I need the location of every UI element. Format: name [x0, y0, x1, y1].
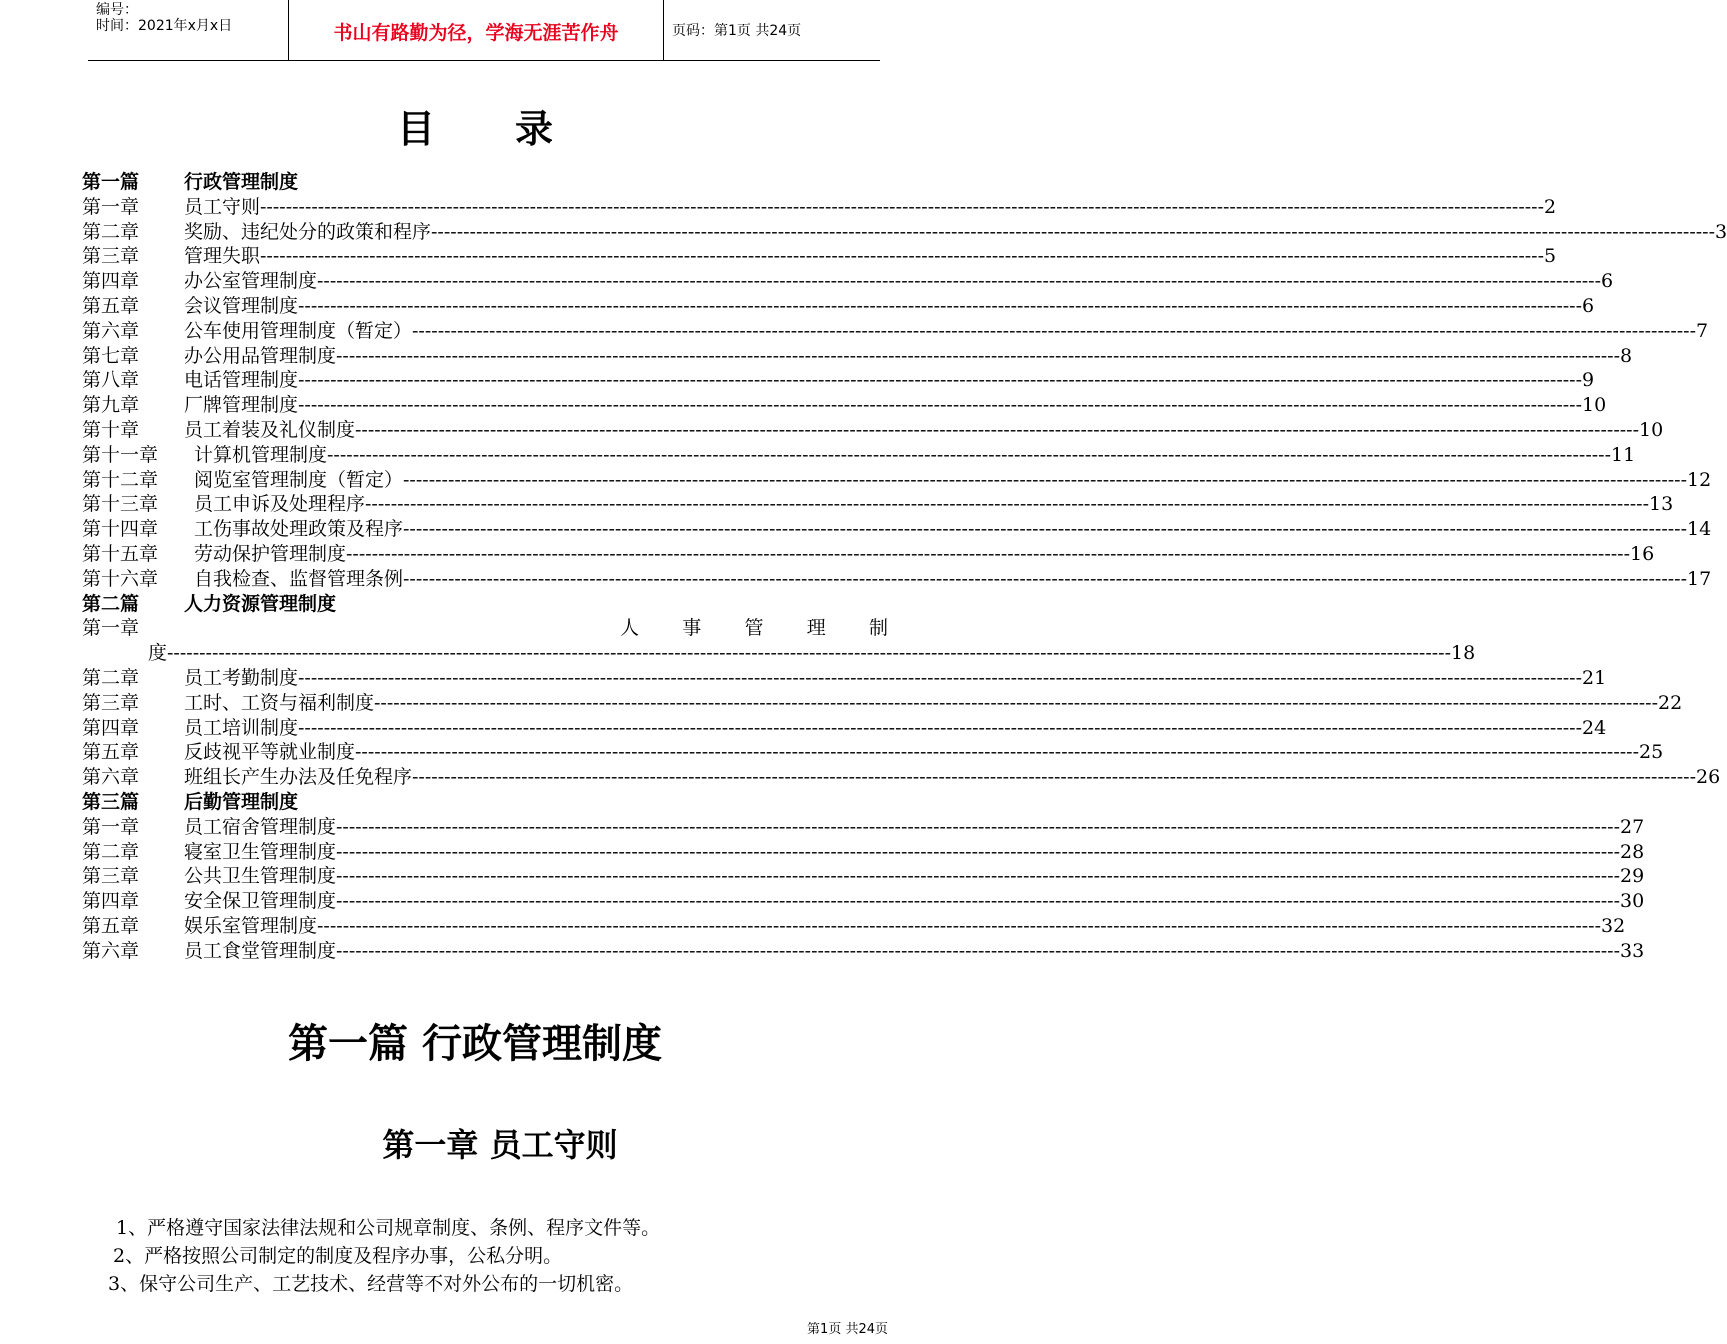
toc-page-number: 21 [1582, 666, 1607, 689]
toc-title-char: 理 [806, 617, 826, 640]
toc-part-number: 第二篇 [82, 592, 140, 615]
toc-chapter-row [82, 939, 1645, 964]
toc-chapter-row [82, 294, 1595, 319]
toc-page-number: 14 [1687, 518, 1712, 541]
toc-page-number: 28 [1620, 840, 1645, 863]
toc-chapter-title [620, 616, 888, 641]
toc-leader-dashes: -------------------------------------------------------------------------------------------------------------------------------------------------------------------------------------------------------- [403, 468, 1687, 491]
toc-chapter-title: 寝室卫生管理制度 [184, 840, 337, 863]
toc-chapter-row [82, 393, 1607, 418]
toc-chapter-title: 员工守则 [184, 195, 261, 218]
toc-title [0, 98, 950, 153]
header-divider [663, 0, 664, 60]
toc-page-number: 27 [1620, 815, 1645, 838]
toc-page-number: 9 [1582, 369, 1595, 392]
toc-chapter-number: 第十二章 [82, 468, 159, 491]
toc-page-number: 18 [1451, 642, 1476, 665]
toc-chapter-row [82, 666, 1607, 691]
toc-leader-dashes: -------------------------------------------------------------------------------------------------------------------------------------------------------------------------------------------------------- [336, 939, 1620, 962]
page-footer: 第1页 共24页 [807, 1322, 888, 1337]
toc-page-number: 17 [1687, 567, 1712, 590]
toc-chapter-row [82, 815, 1645, 840]
toc-chapter-title: 工伤事故处理政策及程序 [194, 518, 404, 541]
toc-chapter-number: 第四章 [82, 890, 140, 913]
toc-leader-dashes: -------------------------------------------------------------------------------------------------------------------------------------------------------------------------------------------------------- [374, 691, 1658, 714]
toc-title-char: 制 [868, 617, 888, 640]
toc-leader-dashes: -------------------------------------------------------------------------------------------------------------------------------------------------------------------------------------------------------- [298, 716, 1582, 739]
toc-chapter-row [82, 864, 1645, 889]
toc-page-number: 3 [1715, 220, 1727, 243]
toc-chapter-number: 第六章 [82, 766, 140, 789]
toc-chapter-title: 班组长产生办法及任免程序 [184, 766, 413, 789]
toc-title-char: 度 [148, 642, 168, 665]
toc-page-number: 5 [1544, 245, 1557, 268]
header-meta [96, 2, 232, 34]
toc-chapter-row [82, 840, 1645, 865]
toc-chapter-number: 第三章 [82, 691, 140, 714]
toc-leader-dashes: -------------------------------------------------------------------------------------------------------------------------------------------------------------------------------------------------------- [403, 567, 1687, 590]
toc-chapter-row [82, 269, 1614, 294]
toc-leader-dashes: -------------------------------------------------------------------------------------------------------------------------------------------------------------------------------------------------------- [336, 815, 1620, 838]
toc-chapter-title: 反歧视平等就业制度 [184, 741, 356, 764]
toc-chapter-title: 阅览室管理制度（暂定） [194, 468, 404, 491]
toc-page-number: 6 [1601, 270, 1614, 293]
toc-chapter-title: 员工申诉及处理程序 [194, 493, 366, 516]
toc-page-number: 11 [1611, 443, 1636, 466]
toc-chapter-number: 第八章 [82, 369, 140, 392]
toc-leader-dashes: -------------------------------------------------------------------------------------------------------------------------------------------------------------------------------------------------------- [346, 542, 1630, 565]
toc-page-number: 7 [1696, 319, 1709, 342]
toc-chapter-row [82, 195, 1557, 220]
toc-page-number: 10 [1582, 394, 1607, 417]
toc-title-char: 人 [620, 617, 640, 640]
toc-page-number: 24 [1582, 716, 1607, 739]
toc-leader-dashes: -------------------------------------------------------------------------------------------------------------------------------------------------------------------------------------------------------- [298, 294, 1582, 317]
toc-chapter-title: 计算机管理制度 [194, 443, 328, 466]
toc-leader-dashes: -------------------------------------------------------------------------------------------------------------------------------------------------------------------------------------------------------- [317, 270, 1601, 293]
part-title: 第一篇 行政管理制度 [288, 1021, 662, 1067]
toc-leader-dashes: -------------------------------------------------------------------------------------------------------------------------------------------------------------------------------------------------------- [336, 840, 1620, 863]
toc-leader-dashes: -------------------------------------------------------------------------------------------------------------------------------------------------------------------------------------------------------- [431, 220, 1715, 243]
chapter-title: 第一章 员工守则 [382, 1126, 618, 1164]
toc-chapter-title: 娱乐室管理制度 [184, 914, 318, 937]
toc-part-row [82, 170, 888, 195]
toc-chapter-row [82, 616, 888, 641]
toc-page-number: 32 [1601, 914, 1626, 937]
toc-page-number: 26 [1696, 766, 1721, 789]
toc-chapter-title: 劳动保护管理制度 [194, 542, 347, 565]
toc-leader-dashes: -------------------------------------------------------------------------------------------------------------------------------------------------------------------------------------------------------- [336, 344, 1620, 367]
toc-page-number: 6 [1582, 294, 1595, 317]
toc-part-title: 行政管理制度 [184, 171, 299, 193]
toc-leader-dashes: -------------------------------------------------------------------------------------------------------------------------------------------------------------------------------------------------------- [412, 319, 1696, 342]
toc-chapter-row [82, 567, 1712, 592]
toc-part-number: 第一篇 [82, 171, 140, 193]
toc-chapter-number: 第一章 [82, 617, 140, 640]
header-motto: 书山有路勤为径，学海无涯苦作舟 [333, 22, 619, 44]
toc-chapter-row [82, 220, 1727, 245]
toc-chapter-title: 会议管理制度 [184, 294, 299, 317]
toc-chapter-number: 第五章 [82, 741, 140, 764]
toc-chapter-row [82, 368, 1595, 393]
toc-leader-dashes: -------------------------------------------------------------------------------------------------------------------------------------------------------------------------------------------------------- [365, 493, 1649, 516]
toc-chapter-row [82, 344, 1633, 369]
toc-chapter-title: 员工着装及礼仪制度 [184, 418, 356, 441]
toc-part-row [82, 592, 888, 617]
toc-chapter-number: 第七章 [82, 344, 140, 367]
toc-title-char: 录 [515, 106, 554, 151]
toc-leader-dashes: -------------------------------------------------------------------------------------------------------------------------------------------------------------------------------------------------------- [336, 890, 1620, 913]
toc-chapter-number: 第十四章 [82, 518, 159, 541]
toc-chapter-title: 员工宿舍管理制度 [184, 815, 337, 838]
rules-list [108, 1214, 660, 1298]
toc-part-title: 人力资源管理制度 [184, 592, 337, 615]
rule-item: 2、严格按照公司制定的制度及程序办事，公私分明。 [113, 1245, 563, 1267]
toc-chapter-number: 第三章 [82, 245, 140, 268]
toc-chapter-title: 员工考勤制度 [184, 666, 299, 689]
toc-part-row [82, 790, 888, 815]
toc-chapter-number: 第六章 [82, 939, 140, 962]
toc-chapter-row [82, 765, 1721, 790]
toc-chapter-title: 安全保卫管理制度 [184, 890, 337, 913]
toc-chapter-number: 第九章 [82, 394, 140, 417]
toc-chapter-number: 第五章 [82, 914, 140, 937]
toc-chapter-row [82, 418, 1664, 443]
toc-leader-dashes: -------------------------------------------------------------------------------------------------------------------------------------------------------------------------------------------------------- [260, 245, 1544, 268]
toc-chapter-title: 自我检查、监督管理条例 [194, 567, 404, 590]
toc-chapter-title: 工时、工资与福利制度 [184, 691, 375, 714]
toc-chapter-title: 厂牌管理制度 [184, 394, 299, 417]
toc-chapter-number: 第十六章 [82, 567, 159, 590]
toc-leader-dashes: -------------------------------------------------------------------------------------------------------------------------------------------------------------------------------------------------------- [403, 518, 1687, 541]
rule-item: 1、严格遵守国家法律法规和公司规章制度、条例、程序文件等。 [116, 1217, 661, 1239]
toc-chapter-title: 奖励、违纪处分的政策和程序 [184, 220, 432, 243]
toc-leader-dashes: -------------------------------------------------------------------------------------------------------------------------------------------------------------------------------------------------------- [355, 741, 1639, 764]
toc-chapter-row [82, 517, 1712, 542]
toc-chapter-title: 办公室管理制度 [184, 270, 318, 293]
toc-chapter-number: 第一章 [82, 195, 140, 218]
toc-chapter-number: 第二章 [82, 220, 140, 243]
toc-page-number: 29 [1620, 865, 1645, 888]
toc-page-number: 33 [1620, 939, 1645, 962]
toc-chapter-number: 第五章 [82, 294, 140, 317]
toc-chapter-number: 第一章 [82, 815, 140, 838]
toc-leader-dashes: -------------------------------------------------------------------------------------------------------------------------------------------------------------------------------------------------------- [412, 766, 1696, 789]
toc-chapter-title: 公共卫生管理制度 [184, 865, 337, 888]
toc-chapter-number: 第三章 [82, 865, 140, 888]
toc-chapter-title: 员工培训制度 [184, 716, 299, 739]
table-of-contents [82, 170, 1727, 964]
toc-chapter-row [82, 492, 1674, 517]
toc-leader-dashes: -------------------------------------------------------------------------------------------------------------------------------------------------------------------------------------------------------- [298, 666, 1582, 689]
toc-chapter-number: 第十三章 [82, 493, 159, 516]
toc-leader-dashes: -------------------------------------------------------------------------------------------------------------------------------------------------------------------------------------------------------- [260, 195, 1544, 218]
toc-chapter-number: 第四章 [82, 270, 140, 293]
toc-page-number: 10 [1639, 418, 1664, 441]
toc-page-number: 12 [1687, 468, 1712, 491]
toc-title-char: 管 [744, 617, 764, 640]
toc-page-number: 30 [1620, 890, 1645, 913]
toc-leader-dashes: -------------------------------------------------------------------------------------------------------------------------------------------------------------------------------------------------------- [336, 865, 1620, 888]
toc-chapter-row-continued [82, 641, 1476, 666]
toc-leader-dashes: -------------------------------------------------------------------------------------------------------------------------------------------------------------------------------------------------------- [298, 369, 1582, 392]
toc-chapter-number: 第十五章 [82, 542, 159, 565]
toc-chapter-number: 第二章 [82, 666, 140, 689]
rule-item: 3、保守公司生产、工艺技术、经营等不对外公布的一切机密。 [108, 1273, 634, 1295]
toc-leader-dashes: -------------------------------------------------------------------------------------------------------------------------------------------------------------------------------------------------------- [317, 914, 1601, 937]
toc-chapter-row [82, 443, 1636, 468]
toc-chapter-row [82, 889, 1645, 914]
toc-page-number: 25 [1639, 741, 1664, 764]
toc-chapter-title: 电话管理制度 [184, 369, 299, 392]
toc-chapter-row [82, 244, 1557, 269]
toc-chapter-number: 第四章 [82, 716, 140, 739]
time-label: 时间：2021年x月x日 [96, 18, 233, 34]
toc-page-number: 16 [1630, 542, 1655, 565]
toc-chapter-number: 第十一章 [82, 443, 159, 466]
toc-title-char: 事 [682, 617, 702, 640]
page-header [88, 0, 880, 61]
toc-leader-dashes: -------------------------------------------------------------------------------------------------------------------------------------------------------------------------------------------------------- [298, 394, 1582, 417]
toc-chapter-title: 员工食堂管理制度 [184, 939, 337, 962]
toc-chapter-row [82, 691, 1683, 716]
toc-leader-dashes: -------------------------------------------------------------------------------------------------------------------------------------------------------------------------------------------------------- [327, 443, 1611, 466]
toc-leader-dashes: -------------------------------------------------------------------------------------------------------------------------------------------------------------------------------------------------------- [355, 418, 1639, 441]
toc-page-number: 8 [1620, 344, 1633, 367]
toc-chapter-title: 管理失职 [184, 245, 261, 268]
toc-page-number: 2 [1544, 195, 1557, 218]
toc-chapter-number: 第十章 [82, 418, 140, 441]
toc-title-char: 目 [396, 106, 435, 151]
serial-label: 编号： [96, 2, 138, 18]
toc-part-number: 第三篇 [82, 790, 140, 813]
toc-chapter-row [82, 542, 1655, 567]
toc-chapter-title: 办公用品管理制度 [184, 344, 337, 367]
toc-chapter-number: 第六章 [82, 319, 140, 342]
header-page-info: 页码：第1页 共24页 [672, 23, 802, 39]
toc-chapter-title: 公车使用管理制度（暂定） [184, 319, 413, 342]
toc-leader-dashes: -------------------------------------------------------------------------------------------------------------------------------------------------------------------------------------------------------- [167, 642, 1451, 665]
toc-page-number: 13 [1649, 493, 1674, 516]
toc-page-number: 22 [1658, 691, 1683, 714]
toc-chapter-row [82, 468, 1712, 493]
toc-part-title: 后勤管理制度 [184, 790, 299, 813]
toc-chapter-row [82, 319, 1709, 344]
toc-chapter-row [82, 716, 1607, 741]
toc-chapter-row [82, 740, 1664, 765]
toc-chapter-number: 第二章 [82, 840, 140, 863]
toc-chapter-row [82, 914, 1626, 939]
